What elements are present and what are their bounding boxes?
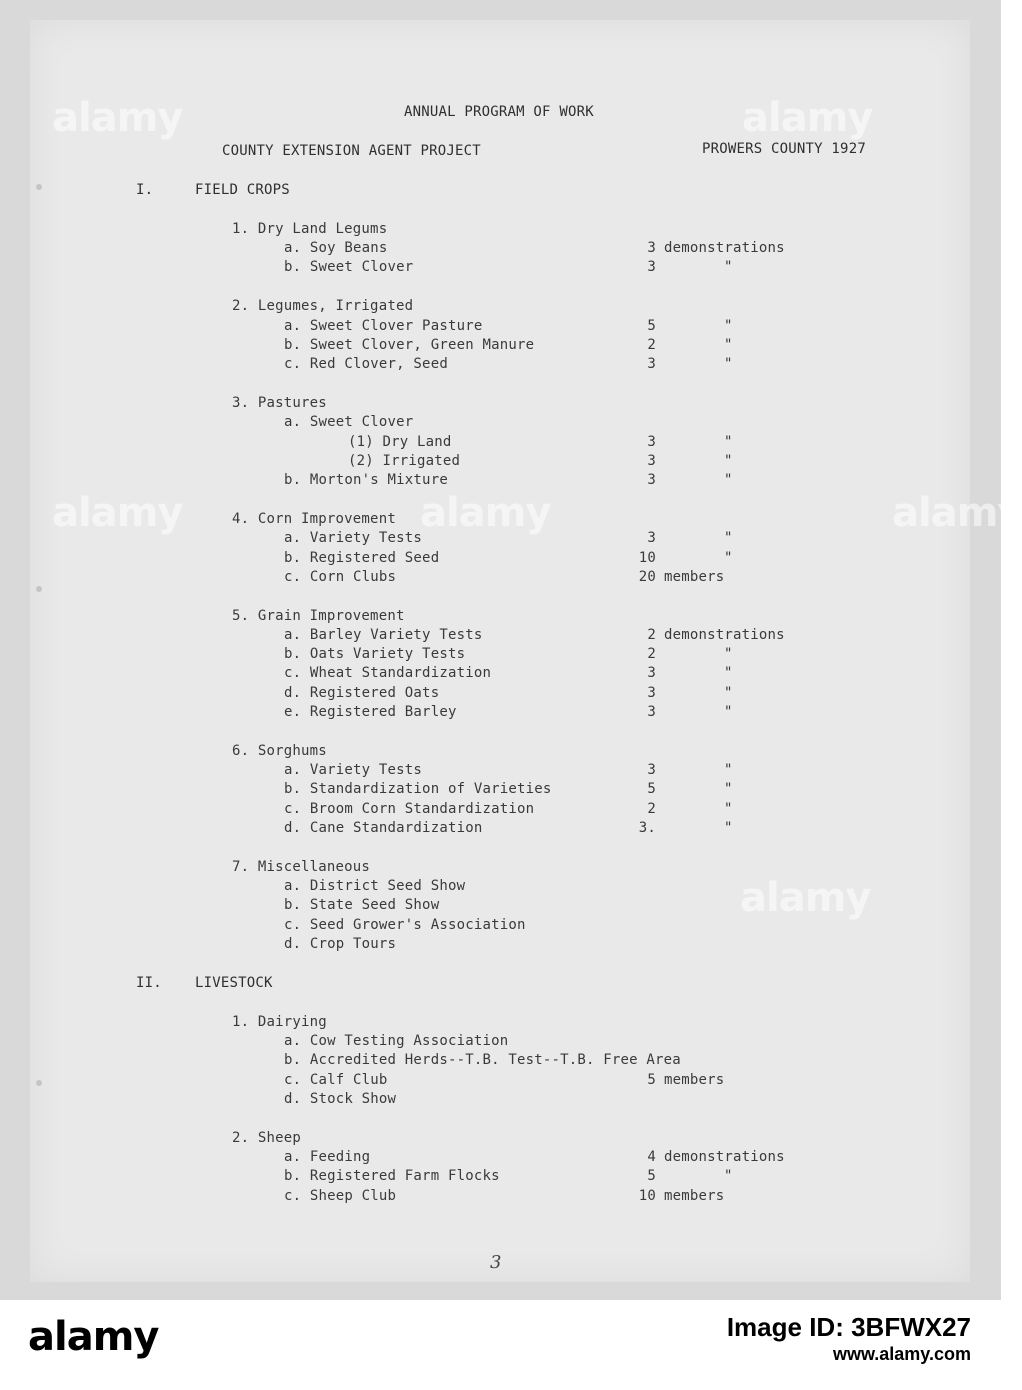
item-unit: " [724, 646, 733, 662]
item-count: 3 [647, 259, 656, 275]
item-unit: " [724, 530, 733, 546]
group-title: 4. Corn Improvement [232, 511, 396, 527]
document-title: ANNUAL PROGRAM OF WORK [404, 104, 594, 120]
item-label: c. Red Clover, Seed [284, 356, 448, 372]
item-unit: demonstrations [664, 240, 785, 256]
item-unit: " [724, 762, 733, 778]
item-unit: " [724, 704, 733, 720]
page-number: 3 [490, 1252, 502, 1273]
item-label: a. Feeding [284, 1149, 371, 1165]
group-title: 6. Sorghums [232, 743, 327, 759]
item-label: c. Broom Corn Standardization [284, 801, 535, 817]
alamy-logo: alamy [28, 1314, 159, 1360]
image-id-block [727, 1312, 971, 1366]
item-count: 3 [647, 453, 656, 469]
item-count: 10 [638, 1188, 656, 1204]
item-label: d. Cane Standardization [284, 820, 483, 836]
section-title: LIVESTOCK [195, 975, 273, 991]
item-count: 5 [647, 781, 656, 797]
item-label: a. Soy Beans [284, 240, 388, 256]
item-label: a. Variety Tests [284, 762, 423, 778]
item-unit: members [664, 1188, 725, 1204]
section-title: FIELD CROPS [195, 182, 290, 198]
item-count: 3 [647, 665, 656, 681]
image-id: Image ID: 3BFWX27 [726, 1312, 971, 1342]
item-count: 3 [647, 704, 656, 720]
item-unit: " [724, 337, 733, 353]
item-label: b. Registered Farm Flocks [284, 1168, 500, 1184]
project-name: COUNTY EXTENSION AGENT PROJECT [222, 143, 481, 159]
item-label: (2) Irrigated [348, 453, 461, 469]
item-unit: members [664, 1072, 725, 1088]
item-label: d. Registered Oats [284, 685, 440, 701]
item-label: b. Accredited Herds--T.B. Test--T.B. Free Area [284, 1052, 681, 1068]
item-label: c. Seed Grower's Association [284, 917, 526, 933]
item-unit: " [724, 685, 733, 701]
item-unit: members [664, 569, 725, 585]
watermark: alamy [52, 490, 183, 536]
group-title: 3. Pastures [232, 395, 327, 411]
punch-hole [36, 1080, 42, 1086]
item-label: e. Registered Barley [284, 704, 457, 720]
item-unit: " [724, 453, 733, 469]
item-unit: " [724, 1168, 733, 1184]
item-label: c. Wheat Standardization [284, 665, 492, 681]
item-unit: demonstrations [664, 627, 785, 643]
watermark: alamy [420, 490, 551, 536]
item-unit: " [724, 259, 733, 275]
item-label: a. Cow Testing Association [284, 1033, 509, 1049]
item-count: 3 [647, 240, 656, 256]
section-numeral: I. [136, 182, 154, 198]
item-count: 3 [647, 762, 656, 778]
item-label: a. Variety Tests [284, 530, 423, 546]
item-label: b. State Seed Show [284, 897, 440, 913]
punch-hole [36, 586, 42, 592]
group-title: 1. Dairying [232, 1014, 327, 1030]
item-count: 5 [647, 318, 656, 334]
item-label: (1) Dry Land [348, 434, 452, 450]
site-url: www.alamy.com [832, 1344, 971, 1364]
item-count: 2 [647, 337, 656, 353]
item-label: c. Corn Clubs [284, 569, 397, 585]
group-title: 2. Legumes, Irrigated [232, 298, 414, 314]
item-unit: " [724, 434, 733, 450]
county-year: PROWERS COUNTY 1927 [702, 141, 866, 157]
item-label: a. Sweet Clover Pasture [284, 318, 483, 334]
item-count: 3 [647, 356, 656, 372]
item-label: c. Sheep Club [284, 1188, 397, 1204]
item-label: b. Sweet Clover, Green Manure [284, 337, 535, 353]
item-label: b. Standardization of Varieties [284, 781, 552, 797]
item-count: 5 [647, 1072, 656, 1088]
item-count: 2 [647, 627, 656, 643]
item-unit: demonstrations [664, 1149, 785, 1165]
group-title: 5. Grain Improvement [232, 608, 405, 624]
punch-hole [36, 184, 42, 190]
item-count: 3 [647, 685, 656, 701]
item-unit: " [724, 801, 733, 817]
section-numeral: II. [136, 975, 162, 991]
item-unit: " [724, 665, 733, 681]
item-unit: " [724, 781, 733, 797]
item-unit: " [724, 356, 733, 372]
item-label: b. Registered Seed [284, 550, 440, 566]
stock-footer [0, 1300, 1001, 1390]
item-label: d. Crop Tours [284, 936, 397, 952]
item-unit: " [724, 820, 733, 836]
item-label: a. District Seed Show [284, 878, 466, 894]
document-page [30, 20, 970, 1282]
item-count: 3 [647, 434, 656, 450]
item-count: 5 [647, 1168, 656, 1184]
item-count: 4 [647, 1149, 656, 1165]
item-unit: " [724, 550, 733, 566]
item-label: a. Barley Variety Tests [284, 627, 483, 643]
group-title: 2. Sheep [232, 1130, 302, 1146]
item-unit: " [724, 318, 733, 334]
item-count: 2 [647, 646, 656, 662]
item-label: b. Sweet Clover [284, 259, 414, 275]
watermark: alamy [892, 490, 1022, 536]
item-count: 3 [647, 472, 656, 488]
watermark: alamy [52, 95, 183, 141]
item-label: b. Morton's Mixture [284, 472, 448, 488]
item-label: a. Sweet Clover [284, 414, 414, 430]
item-count: 3 [647, 530, 656, 546]
watermark: alamy [740, 875, 871, 921]
item-label: b. Oats Variety Tests [284, 646, 466, 662]
watermark: alamy [742, 95, 873, 141]
group-title: 1. Dry Land Legums [232, 221, 388, 237]
item-label: d. Stock Show [284, 1091, 397, 1107]
item-count: 20 [638, 569, 656, 585]
group-title: 7. Miscellaneous [232, 859, 371, 875]
item-count: 3. [638, 820, 656, 836]
item-count: 10 [638, 550, 656, 566]
item-label: c. Calf Club [284, 1072, 388, 1088]
item-unit: " [724, 472, 733, 488]
item-count: 2 [647, 801, 656, 817]
